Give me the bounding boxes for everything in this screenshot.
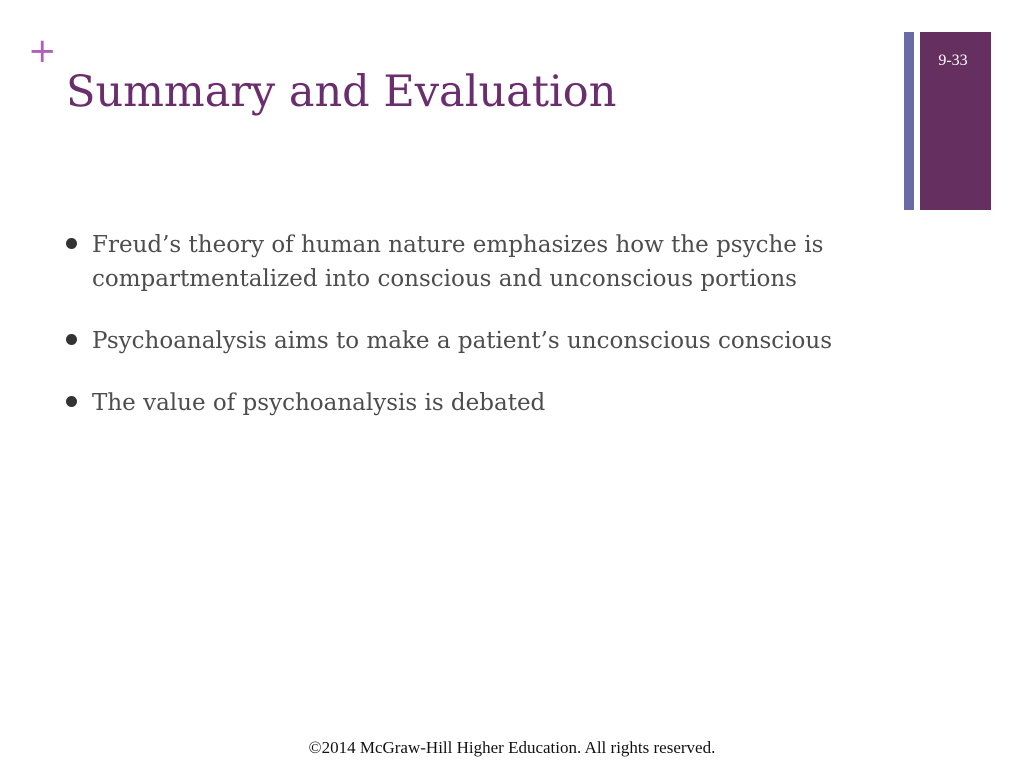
slide-title: Summary and Evaluation [66,67,617,117]
bullet-text: Freud’s theory of human nature emphasizes how the psyche is compartmentalized into conscious and unconscious portions [92,232,824,292]
bullet-text: Psychoanalysis aims to make a patient’s unconscious conscious [92,328,833,354]
bullet-text: The value of psychoanalysis is debated [92,390,546,416]
bullet-icon [66,396,77,407]
bullet-list [60,228,890,448]
copyright-footer: ©2014 McGraw-Hill Higher Education. All rights reserved. [308,738,716,757]
bullet-icon [66,238,77,249]
page-number: 9-33 [938,52,968,69]
bullet-item [60,386,890,420]
bullet-item [60,324,890,358]
bullet-item [60,228,890,296]
plus-icon: + [28,31,57,71]
bullet-icon [66,334,77,345]
accent-bar-thin [904,32,914,210]
